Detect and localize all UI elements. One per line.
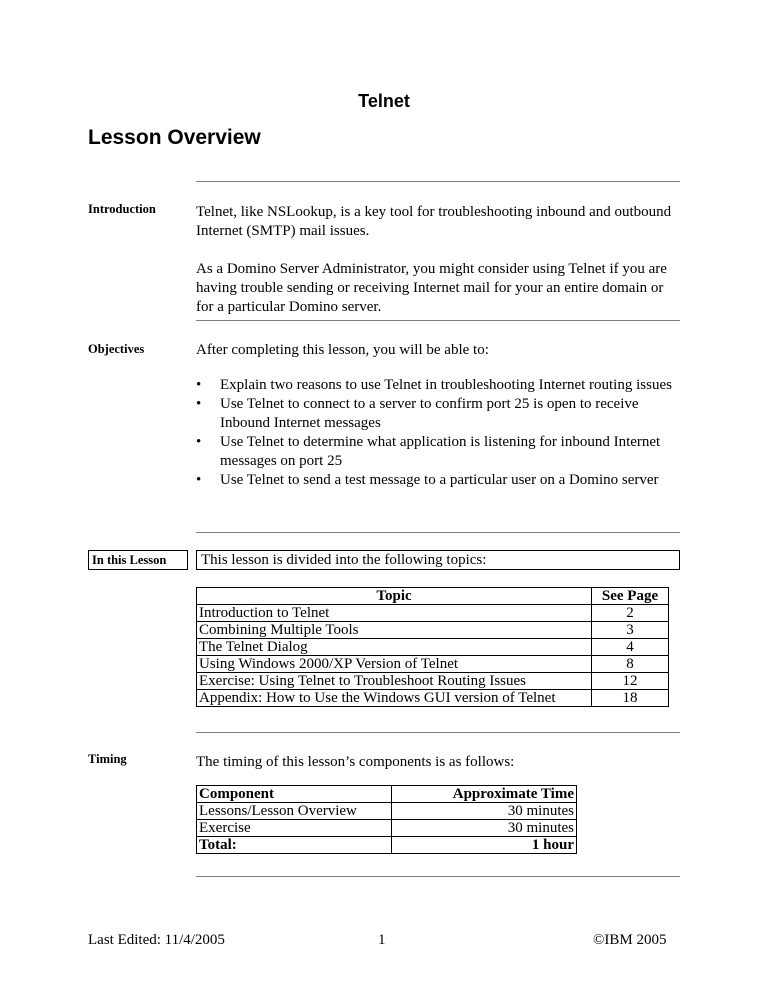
objectives-intro: After completing this lesson, you will be able to: <box>196 342 489 358</box>
table-row <box>197 656 669 673</box>
list-item: • Use Telnet to send a test message to a particular user on a Domino server <box>196 472 659 488</box>
page-cell: 8 <box>592 656 669 673</box>
table-total-row <box>197 837 577 854</box>
table-row <box>197 673 669 690</box>
time-cell: 30 minutes <box>392 820 577 837</box>
component-cell: Lessons/Lesson Overview <box>197 803 392 820</box>
bullet-icon: • <box>196 377 202 393</box>
bullet-icon: • <box>196 472 202 488</box>
introduction-label: Introduction <box>88 202 156 216</box>
divider <box>196 181 680 182</box>
page-cell: 18 <box>592 690 669 707</box>
column-header-approximate-time: Approximate Time <box>392 786 577 803</box>
introduction-text <box>196 203 680 317</box>
topic-cell: Introduction to Telnet <box>197 605 592 622</box>
divider <box>196 732 680 733</box>
table-row <box>197 639 669 656</box>
objectives-label: Objectives <box>88 342 145 356</box>
introduction-paragraph-2: As a Domino Server Administrator, you might consider using Telnet if you are having trouble sending or receiving Internet mail for your an entire domain or for a particular Domino server. <box>196 261 667 315</box>
table-header-row <box>197 588 669 605</box>
divider <box>196 532 680 533</box>
footer-page-number: 1 <box>378 932 386 948</box>
topic-cell: Exercise: Using Telnet to Troubleshoot Routing Issues <box>197 673 592 690</box>
list-item: • Use Telnet to determine what application is listening for inbound Internet messages on port 25 <box>196 434 661 469</box>
divider <box>196 320 680 321</box>
topic-cell: Using Windows 2000/XP Version of Telnet <box>197 656 592 673</box>
in-this-lesson-intro: This lesson is divided into the following topics: <box>196 550 680 570</box>
document-title: Telnet <box>358 91 410 111</box>
page-cell: 4 <box>592 639 669 656</box>
page-cell: 3 <box>592 622 669 639</box>
table-row <box>197 690 669 707</box>
bullet-icon: • <box>196 396 202 412</box>
table-row <box>197 820 577 837</box>
table-row <box>197 622 669 639</box>
total-label-cell: Total: <box>197 837 392 854</box>
topic-cell: Combining Multiple Tools <box>197 622 592 639</box>
footer-last-edited: Last Edited: 11/4/2005 <box>88 932 225 948</box>
section-heading: Lesson Overview <box>88 126 261 149</box>
divider <box>196 876 680 877</box>
introduction-paragraph-1: Telnet, like NSLookup, is a key tool for troubleshooting inbound and outbound Internet (SMTP) mail issues. <box>196 204 672 239</box>
table-row <box>197 605 669 622</box>
topic-cell: Appendix: How to Use the Windows GUI version of Telnet <box>197 690 592 707</box>
table-header-row <box>197 786 577 803</box>
component-cell: Exercise <box>197 820 392 837</box>
column-header-topic: Topic <box>197 588 592 605</box>
column-header-see-page: See Page <box>592 588 669 605</box>
bullet-icon: • <box>196 434 202 450</box>
timing-intro: The timing of this lesson’s components is as follows: <box>196 754 515 770</box>
timing-label: Timing <box>88 752 127 766</box>
list-item: • Explain two reasons to use Telnet in troubleshooting Internet routing issues <box>196 377 672 393</box>
topics-table <box>196 587 669 707</box>
page-cell: 12 <box>592 673 669 690</box>
column-header-component: Component <box>197 786 392 803</box>
in-this-lesson-label: In this Lesson <box>88 550 188 570</box>
list-item: • Use Telnet to connect to a server to confirm port 25 is open to receive Inbound Internet messages <box>196 396 639 431</box>
footer-copyright: ©IBM 2005 <box>593 932 667 948</box>
objectives-list <box>196 376 676 490</box>
timing-table <box>196 785 577 854</box>
page-cell: 2 <box>592 605 669 622</box>
total-time-cell: 1 hour <box>392 837 577 854</box>
topic-cell: The Telnet Dialog <box>197 639 592 656</box>
table-row <box>197 803 577 820</box>
time-cell: 30 minutes <box>392 803 577 820</box>
